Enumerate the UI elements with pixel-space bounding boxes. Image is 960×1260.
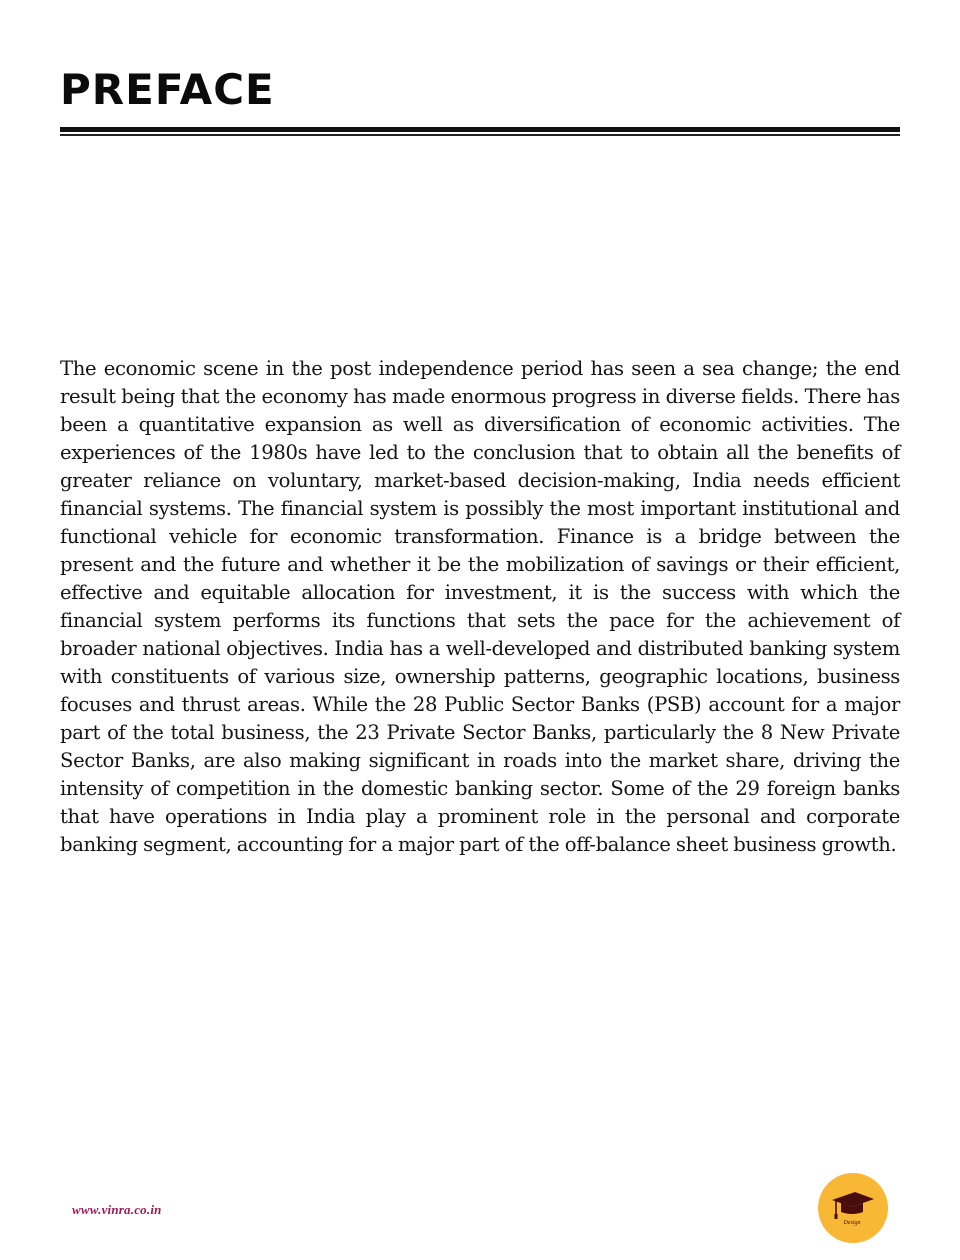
title-rule-thin: [60, 134, 900, 136]
logo-caption: Design: [843, 1220, 861, 1226]
footer-website-link[interactable]: www.vinra.co.in: [72, 1202, 162, 1217]
preface-paragraph: The economic scene in the post independence period has seen a sea change; the end result being that the economy has made enormous progress in diverse fields. There has been a quantitative expansion as well as diversification of economic activities. The experiences of the 1980s have led to the conclusion that to obtain all the benefits of greater reliance on voluntary, market-based decision-making, India needs efficient financial systems. The financial system is possibly the most important institutional and functional vehicle for economic transformation. Finance is a bridge between the present and the future and whether it be the mobilization of savings or their efficient, effective and equitable allocation for investment, it is the success with which the financial system performs its functions that sets the pace for the achievement of broader national objectives. India has a well-developed and distributed banking system with constituents of various size, ownership patterns, geographic locations, business focuses and thrust areas. While the 28 Public Sector Banks (PSB) account for a major part of the total business, the 23 Private Sector Banks, particularly the 8 New Private Sector Banks, are also making significant in roads into the market share, driving the intensity of competition in the domestic banking sector. Some of the 29 foreign banks that have operations in India play a prominent role in the personal and corporate banking segment, accounting for a major part of the off-balance sheet business growth.: [60, 357, 900, 856]
graduation-cap-icon: [830, 1188, 876, 1228]
title-rule-thick: [60, 127, 900, 132]
page-title: PREFACE: [60, 65, 275, 114]
logo-badge: [818, 1173, 888, 1243]
